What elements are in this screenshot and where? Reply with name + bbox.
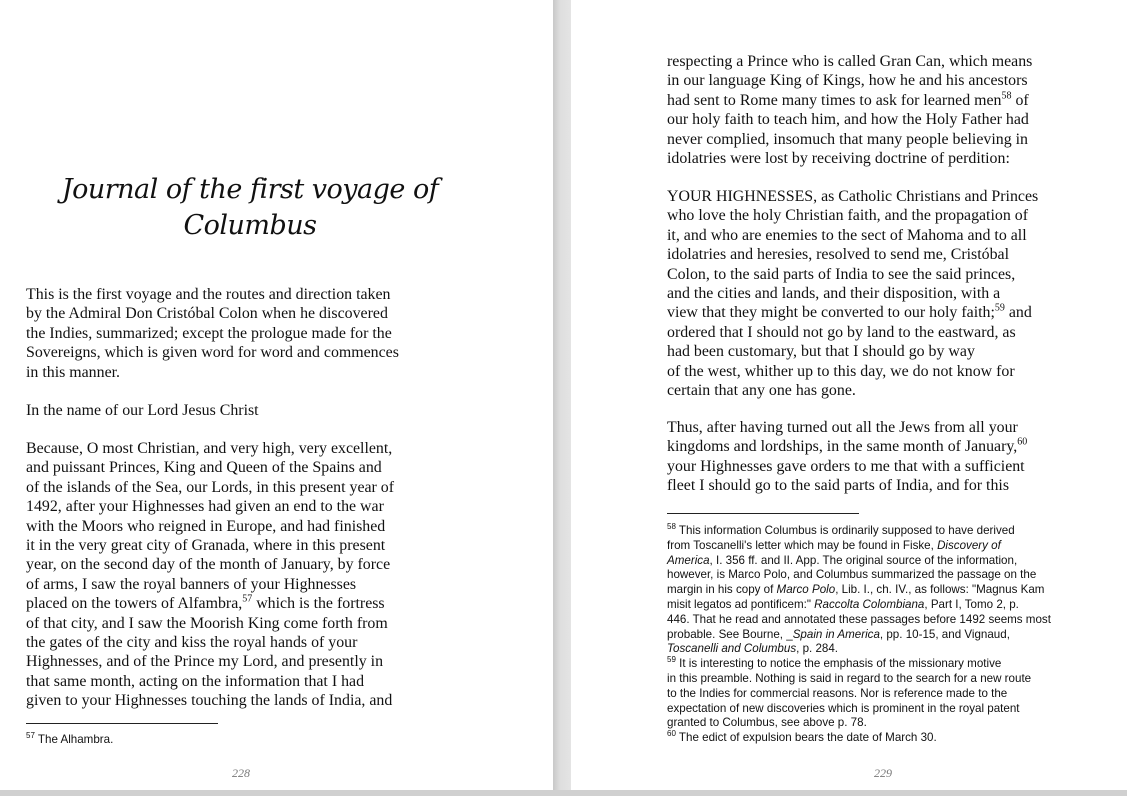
right-page [571,0,1127,790]
text-line: Thus, after having turned out all the Jews from all your [667,419,1018,436]
text-line: given to your Highnesses touching the lands of India, and [26,692,393,710]
text-line: had been customary, but that I should go by way [667,343,975,361]
footnote-number: 59 [667,655,676,665]
text-line: certain that any one has gone. [667,382,856,400]
text-line: of the islands of the Sea, our Lords, in this present year of [26,478,395,496]
footnote-line: to the Indies for commercial reasons. Nor is reference made to the [667,686,1008,700]
text-segment: and [1004,304,1032,322]
footnote-italic: Raccolta Colombiana [814,597,925,611]
text-line: our holy faith to teach him, and how the Holy Father had [667,111,1029,129]
text-segment: kingdoms and lordships, in the same month of January, [667,438,1018,456]
footnote-text: The Alhambra. [34,733,114,746]
footnotes-block [667,524,1051,746]
footnote-text: It is interesting to notice the emphasis of the missionary motive [675,657,1002,671]
footnote-line [667,539,1051,554]
footnote-line: granted to Columbus, see above p. 78. [667,716,867,730]
footnote-line [667,628,1051,643]
footnote-ref-59[interactable]: 59 [994,303,1005,315]
text-line [667,437,1027,456]
footnote-text: The edict of expulsion bears the date of March 30. [675,731,937,745]
text-line: Because, O most Christian, and very high, very excellent, [26,440,393,457]
footnote-italic: America [667,553,710,567]
footnote-line [667,554,1051,569]
text-line: never complied, insomuch that many people believing in [667,130,1028,148]
text-line [667,303,1038,322]
footnote-57 [26,733,113,748]
text-line: YOUR HIGHNESSES, as Catholic Christians and Princes [667,188,1039,205]
footnote-italic: Discovery of [937,538,1001,552]
chapter-title [40,172,460,244]
text-line: the gates of the city and kiss the royal hands of your [26,634,358,652]
footnote-text: , I. 356 ff. and II. App. The original source of the information, [709,553,1018,567]
intro-paragraph [26,285,399,382]
text-line: your Highnesses gave orders to me that with a sufficient [667,457,1025,475]
text-line: Highnesses, and of the Prince my Lord, and presently in [26,653,384,671]
paragraph-gran-can [667,52,1032,168]
footnote-ref-60[interactable]: 60 [1017,437,1028,449]
text-segment: view that they might be converted to our holy faith; [667,304,995,322]
text-line: idolatries were lost by receiving doctrine of perdition: [667,150,1010,168]
text-line: by the Admiral Don Cristóbal Colon when he discovered [26,305,388,323]
text-line: the Indies, summarized; except the prologue made for the [26,324,392,342]
page-number-left: 228 [232,766,250,780]
footnote-line [667,598,1051,613]
left-page [0,0,553,790]
footnote-line: expectation of new discoveries which is prominent in the royal patent [667,701,1020,715]
footnote-text: This information Columbus is ordinarily supposed to have derived [675,524,1015,537]
text-line: respecting a Prince who is called Gran Can, which means [667,53,1033,70]
text-line: of the west, whither up to this day, we do not know for [667,362,1015,380]
text-line: fleet I should go to the said parts of India, and for this [667,477,1010,495]
text-segment: which is the fortress [252,595,385,613]
text-line: Sovereigns, which is given word for word and commences [26,344,399,362]
text-line: and the cities and lands, and their disposition, with a [667,285,1001,303]
footnote-divider [26,723,218,724]
footnote-text: , pp. 10-15, and Vignaud, [879,627,1010,641]
text-line: of arms, I saw the royal banners of your Highnesses [26,575,357,593]
text-segment: had sent to Rome many times to ask for learned men [667,91,1002,109]
footnote-text: misit legatos ad pontificem:" [667,597,815,611]
text-line: ordered that I should not go by land to the eastward, as [667,323,1016,341]
footnote-ref-58[interactable]: 58 [1001,90,1012,102]
footnote-text: from Toscanelli's letter which may be found in Fiske, [667,538,938,552]
text-line: Colon, to the said parts of India to see the said princes, [667,265,1016,283]
text-line: idolatries and heresies, resolved to send me, Cristóbal [667,246,1010,264]
footnote-italic: Spain in America [792,627,880,641]
text-line: with the Moors who reigned in Europe, and had finished [26,517,386,535]
footnote-text: , p. 284. [796,642,839,656]
footnote-60 [667,731,1051,746]
chapter-title-line-1: Journal of the first voyage of [61,174,439,205]
text-line [667,91,1032,110]
footnote-number: 60 [667,729,676,739]
text-line: in this manner. [26,363,121,381]
text-line: in our language King of Kings, how he and his ancestors [667,72,1028,90]
footnote-text: , Lib. I., ch. IV., as follows: "Magnus Kam [835,583,1045,597]
text-line: it, and who are enemies to the sect of Mahoma and to all [667,226,1027,244]
footnote-divider [667,513,859,514]
text-line: 1492, after your Highnesses had given an end to the war [26,498,384,516]
paragraph-your-highnesses [667,187,1038,400]
footnote-number: 58 [667,522,676,532]
paragraph-expulsion [667,418,1027,496]
footnote-59 [667,657,1051,672]
text-segment: of [1011,91,1029,109]
footnote-line: in this preamble. Nothing is said in regard to the search for a new route [667,671,1032,685]
footnote-text: margin in his copy of [667,583,777,597]
footnote-italic: Toscanelli and Columbus [667,642,797,656]
page-number-right: 229 [874,766,892,780]
text-line [26,594,394,613]
footnote-58 [667,524,1051,539]
viewer-bottom-edge [0,790,1127,796]
footnote-number: 57 [26,731,35,741]
footnote-ref-57[interactable]: 57 [242,593,253,605]
text-line: that same month, acting on the information that I had [26,672,365,690]
text-line: who love the holy Christian faith, and the propagation of [667,207,1028,225]
text-line: This is the first voyage and the routes and direction taken [26,286,391,303]
chapter-title-line-2: Columbus [183,210,317,241]
footnote-text: probable. See Bourne, _ [667,627,793,641]
prologue-paragraph [26,439,394,711]
text-line: it in the very great city of Granada, where in this present [26,537,386,555]
footnote-line: 446. That he read and annotated these passages before 1492 seems most [667,612,1051,626]
page-gutter [553,0,571,796]
text-line: and puissant Princes, King and Queen of the Spains and [26,459,382,477]
text-line: year, on the second day of the month of January, by force [26,556,391,574]
footnote-line [667,642,1051,657]
invocation-line: In the name of our Lord Jesus Christ [26,402,259,419]
footnote-text: , Part I, Tomo 2, p. [924,597,1019,611]
footnote-line [667,583,1051,598]
text-segment: placed on the towers of Alfambra, [26,595,243,613]
text-line: of that city, and I saw the Moorish King come forth from [26,614,388,632]
footnote-line: however, is Marco Polo, and Columbus summarized the passage on the [667,568,1037,582]
footnote-italic: Marco Polo [776,583,836,597]
